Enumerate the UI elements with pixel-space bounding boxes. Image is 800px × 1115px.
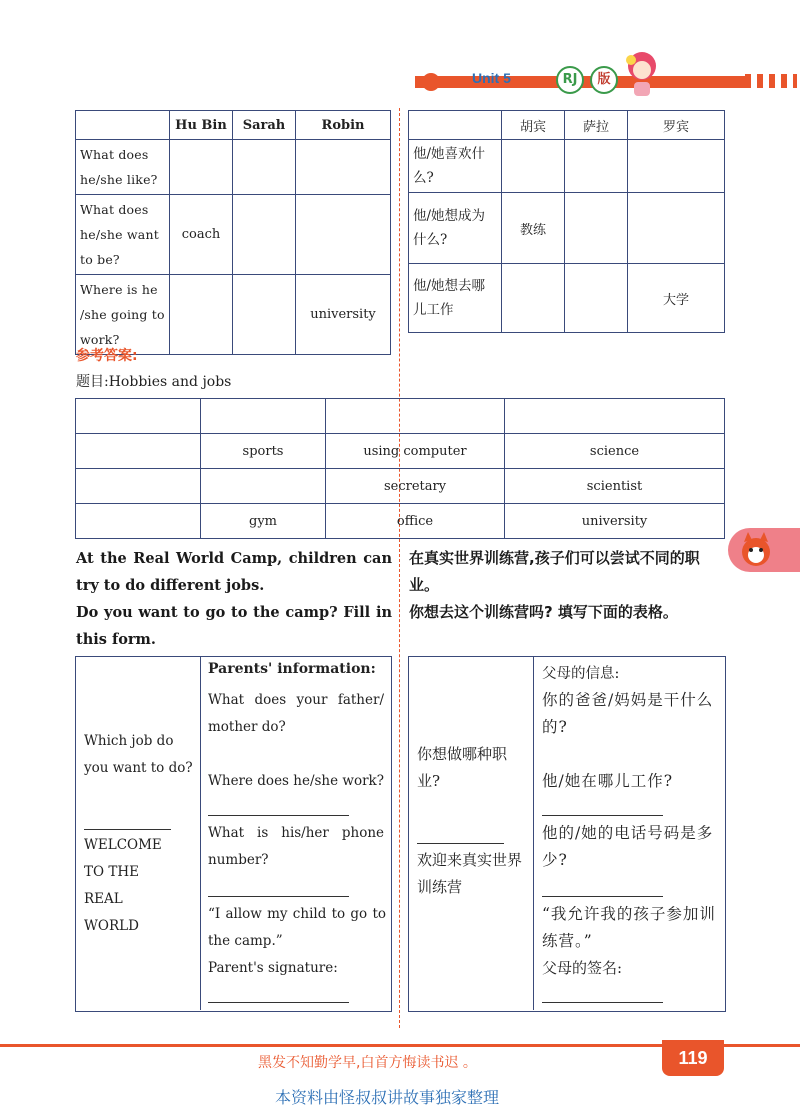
form-zh-answer-line[interactable] bbox=[417, 843, 504, 844]
answers-topic: 题目:Hobbies and jobs bbox=[76, 374, 232, 390]
answers-cell bbox=[76, 399, 201, 434]
form-en-q1: What does your father/ mother do? bbox=[208, 692, 384, 735]
table-en-cell bbox=[233, 140, 296, 195]
table-zh-cell bbox=[565, 193, 628, 264]
form-zh-q5: 父母的签名: bbox=[542, 959, 623, 977]
table-zh bbox=[408, 110, 725, 333]
table-en-cell: coach bbox=[170, 195, 233, 275]
form-en-q3: What is his/her phone number? bbox=[208, 825, 384, 868]
table-zh-cell: 他/她想去哪儿工作 bbox=[409, 264, 502, 333]
column-divider bbox=[399, 108, 401, 1028]
header-checker-decoration bbox=[745, 74, 797, 88]
table-en-header bbox=[76, 111, 170, 140]
form-en-q5: Parent's signature: bbox=[208, 960, 338, 976]
answers-cell: office bbox=[326, 504, 505, 539]
table-en-header: Robin bbox=[296, 111, 391, 140]
answers-cell bbox=[201, 399, 326, 434]
form-en-welcome: WELCOME TO THE REAL WORLD bbox=[84, 837, 162, 934]
answers-cell bbox=[201, 469, 326, 504]
answers-cell bbox=[326, 399, 505, 434]
table-en-cell bbox=[170, 275, 233, 355]
answers-cell: scientist bbox=[505, 469, 725, 504]
form-en-parents-title: Parents' information: bbox=[208, 661, 376, 677]
table-zh-header bbox=[409, 111, 502, 140]
answers-cell: science bbox=[505, 434, 725, 469]
form-zh-q4: “我允许我的孩子参加训练营。” bbox=[542, 905, 716, 950]
table-zh-cell bbox=[628, 140, 725, 193]
table-en-cell bbox=[296, 195, 391, 275]
table-en-cell: Where is he /she going to work? bbox=[76, 275, 170, 355]
form-en-line-q3[interactable] bbox=[208, 896, 349, 897]
answers-cell: university bbox=[505, 504, 725, 539]
form-zh-parents-title: 父母的信息: bbox=[542, 666, 620, 682]
intro-en-line2: Do you want to go to the camp? Fill in this form. bbox=[76, 604, 392, 648]
answers-cell: using computer bbox=[326, 434, 505, 469]
answers-cell bbox=[505, 399, 725, 434]
table-en bbox=[75, 110, 391, 355]
header-bar bbox=[415, 76, 760, 88]
table-zh-cell: 他/她喜欢什么? bbox=[409, 140, 502, 193]
table-zh-cell bbox=[502, 140, 565, 193]
footer-credit: 本资料由怪叔叔讲故事独家整理 bbox=[275, 1088, 500, 1107]
answers-table bbox=[75, 398, 725, 539]
answers-cell bbox=[76, 504, 201, 539]
table-en-cell: What does he/she want to be? bbox=[76, 195, 170, 275]
form-zh-welcome: 欢迎来真实世界训练营 bbox=[417, 851, 523, 896]
page-number: 119 bbox=[662, 1040, 724, 1076]
form-zh-line-signature[interactable] bbox=[542, 1002, 663, 1003]
table-zh-cell bbox=[502, 264, 565, 333]
answers-heading: 参考答案: bbox=[76, 348, 138, 364]
answers-cell bbox=[76, 434, 201, 469]
form-zh-q1: 你的爸爸/妈妈是干什么的? bbox=[542, 691, 714, 736]
table-en-cell bbox=[233, 275, 296, 355]
unit-label: Unit 5 bbox=[472, 70, 511, 86]
table-zh-cell: 大学 bbox=[628, 264, 725, 333]
table-zh-header: 罗宾 bbox=[628, 111, 725, 140]
form-en-q4: “I allow my child to go to the camp.” bbox=[208, 906, 386, 949]
table-zh-cell: 他/她想成为什么? bbox=[409, 193, 502, 264]
table-en-cell bbox=[233, 195, 296, 275]
intro-zh-line1: 在真实世界训练营,孩子们可以尝试不同的职业。 bbox=[409, 549, 700, 594]
table-en-cell: What does he/she like? bbox=[76, 140, 170, 195]
answers-cell: secretary bbox=[326, 469, 505, 504]
table-zh-header: 胡宾 bbox=[502, 111, 565, 140]
edition-badge: 版 bbox=[590, 66, 618, 94]
form-zh-divider bbox=[533, 656, 534, 1010]
footer-slogan: 黑发不知勤学早,白首方悔读书迟 。 bbox=[258, 1055, 477, 1071]
form-en-q2: Where does he/she work? bbox=[208, 773, 384, 789]
table-zh-cell bbox=[565, 140, 628, 193]
form-zh-q3: 他的/她的电话号码是多少? bbox=[542, 824, 714, 869]
table-en-cell bbox=[296, 140, 391, 195]
form-en-line-q2[interactable] bbox=[208, 815, 349, 816]
intro-en-line1: At the Real World Camp, children can try to do different jobs. bbox=[76, 550, 392, 594]
form-zh-question: 你想做哪种职业? bbox=[417, 745, 508, 790]
form-en-divider bbox=[200, 656, 201, 1010]
intro-zh-line2: 你想去这个训练营吗? 填写下面的表格。 bbox=[409, 603, 678, 621]
side-tab bbox=[728, 528, 800, 572]
form-zh-line-q3[interactable] bbox=[542, 896, 663, 897]
form-zh-q2: 他/她在哪儿工作? bbox=[542, 772, 674, 790]
form-en-question: Which job do you want to do? bbox=[84, 733, 193, 776]
table-zh-cell bbox=[565, 264, 628, 333]
table-en-header: Sarah bbox=[233, 111, 296, 140]
table-zh-cell bbox=[628, 193, 725, 264]
table-zh-header: 萨拉 bbox=[565, 111, 628, 140]
table-en-cell bbox=[170, 140, 233, 195]
table-zh-cell: 教练 bbox=[502, 193, 565, 264]
table-en-cell: university bbox=[296, 275, 391, 355]
answers-cell: gym bbox=[201, 504, 326, 539]
fox-mascot-icon bbox=[736, 530, 776, 570]
form-zh-line-q2[interactable] bbox=[542, 815, 663, 816]
form-en-line-signature[interactable] bbox=[208, 1002, 349, 1003]
table-en-header: Hu Bin bbox=[170, 111, 233, 140]
rj-badge: RJ bbox=[556, 66, 584, 94]
girl-mascot-icon bbox=[612, 40, 672, 100]
answers-cell: sports bbox=[201, 434, 326, 469]
answers-cell bbox=[76, 469, 201, 504]
form-en-answer-line[interactable] bbox=[84, 829, 171, 830]
